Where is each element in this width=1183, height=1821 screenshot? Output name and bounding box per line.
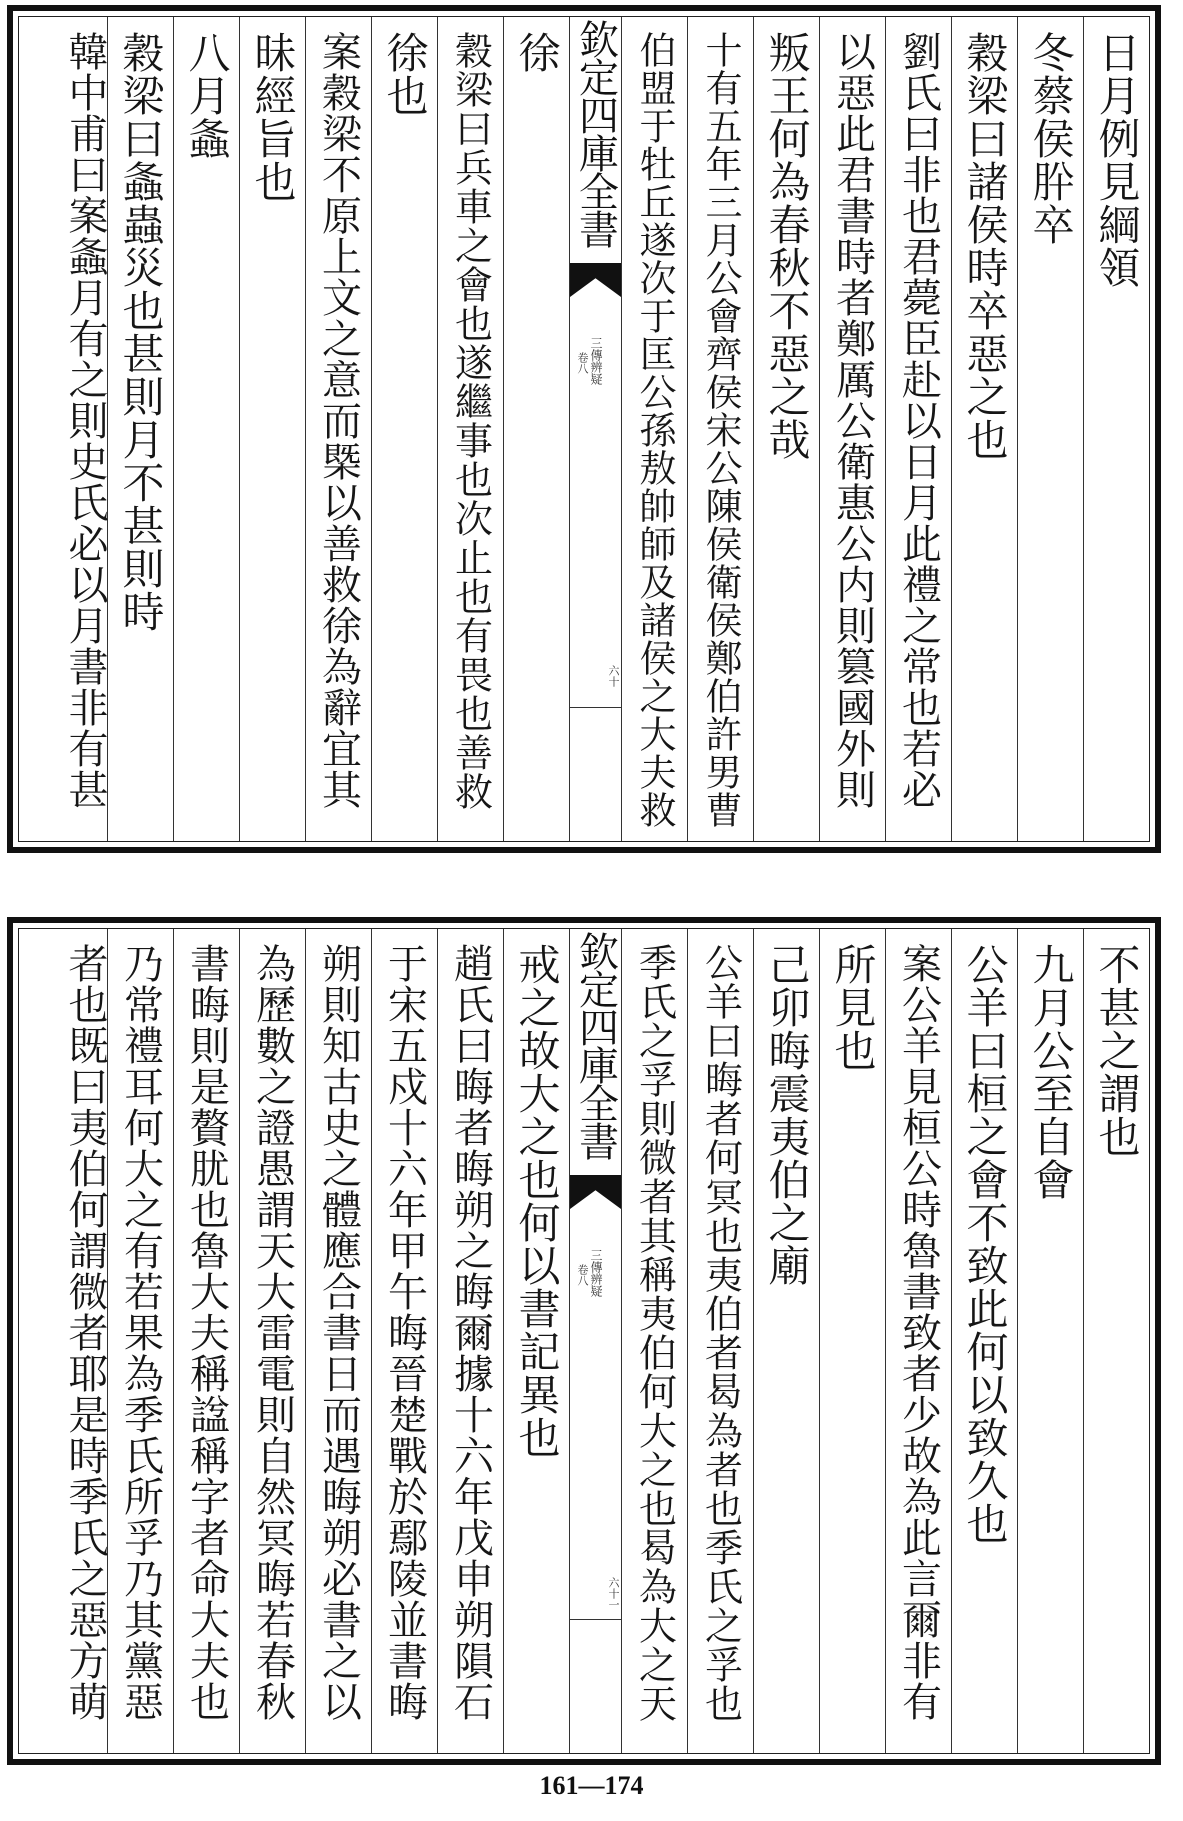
banner-leaf-number: 六十: [607, 665, 620, 687]
top-column-text: 穀梁曰兵車之會也遂繼事也次止也有畏也善救: [448, 31, 493, 811]
top-column-text: 徐: [512, 31, 562, 74]
banner-rule: [570, 1619, 621, 1620]
banner-rule: [570, 707, 621, 708]
top-column-text: 十有五年三月公會齊侯宋公陳侯衛侯鄭伯許男曹: [699, 31, 742, 829]
top-column: [753, 17, 819, 841]
top-column-text: 穀梁曰螽蟲災也甚則月不甚則時: [116, 31, 166, 633]
top-page-body: [18, 16, 1150, 842]
banner-book-title: 三傳辨疑: [589, 1249, 603, 1297]
top-column-text: 韓中甫曰案螽月有之則史氏必以月書非有甚: [62, 31, 108, 810]
top-column-text: 以惡此君書時者鄭厲公衛惠公内則篡國外則: [829, 31, 876, 810]
top-column-text: 穀梁曰諸侯時卒惡之也: [960, 31, 1010, 461]
bottom-column: [621, 929, 687, 1753]
bottom-page-body: [18, 928, 1150, 1754]
top-column: [173, 17, 239, 841]
bottom-column-text: 所見也: [828, 943, 878, 1072]
top-column: [437, 17, 503, 841]
banner-book-title: 三傳辨疑: [589, 337, 603, 385]
bottom-column-text: 于宋五戍十六年甲午晦晉楚戰於鄢陵並書晦: [381, 943, 428, 1722]
bottom-column-text: 季氏之孚則微者其稱夷伯何大之也曷為大之天: [632, 943, 677, 1723]
top-column: [1083, 17, 1149, 841]
top-column-text: 日月例見綱領: [1092, 31, 1142, 289]
bottom-column-text: 公羊曰晦者何冥也夷伯者曷為者也季氏之孚也: [698, 943, 743, 1723]
top-column-text: 徐也: [380, 31, 430, 117]
banner-title: 欽定四庫全書: [572, 19, 619, 247]
bottom-column-text: 乃常禮耳何大之有若果為季氏所孚乃其黨惡: [117, 943, 164, 1722]
top-column: [503, 17, 569, 841]
page-center-banner: [569, 17, 621, 841]
bottom-column: [305, 929, 371, 1753]
bottom-column-text: 己卯晦震夷伯之廟: [762, 943, 812, 1287]
bottom-column-text: 戒之故大之也何以書記異也: [512, 943, 562, 1459]
bottom-column: [371, 929, 437, 1753]
top-column: [951, 17, 1017, 841]
banner-volume: 卷八: [576, 352, 589, 374]
bottom-column: [41, 929, 129, 1753]
top-column: [885, 17, 951, 841]
bottom-column: [1017, 929, 1083, 1753]
top-column: [621, 17, 687, 841]
top-page: [7, 5, 1161, 853]
top-column: [239, 17, 305, 841]
top-column-text: 案穀梁不原上文之意而槩以善救徐為辭宜其: [315, 31, 362, 810]
bottom-column-text: 朔則知古史之體應合書日而遇晦朔必書之以: [315, 943, 362, 1722]
bottom-column-text: 趙氏曰晦者晦朔之晦爾據十六年戊申朔隕石: [447, 943, 494, 1722]
fishtail-mark: [570, 1175, 621, 1209]
bottom-column: [1083, 929, 1149, 1753]
bottom-column-text: 為歷數之證愚謂天大雷電則自然冥晦若春秋: [249, 943, 296, 1722]
top-column-text: 伯盟于牡丘遂次于匡公孫敖帥師及諸侯之大夫救: [633, 31, 676, 829]
top-column-text: 冬蔡侯肸卒: [1026, 31, 1076, 246]
bottom-column: [437, 929, 503, 1753]
bottom-column: [885, 929, 951, 1753]
bottom-column-text: 不甚之謂也: [1092, 943, 1142, 1158]
bottom-column: [503, 929, 569, 1753]
banner-title: 欽定四庫全書: [572, 931, 619, 1159]
bottom-column-text: 者也既曰夷伯何謂微者耶是時季氏之惡方萌: [62, 943, 108, 1722]
top-column: [371, 17, 437, 841]
bottom-column-text: 案公羊見桓公時魯書致者少故為此言爾非有: [895, 943, 942, 1722]
bottom-column: [687, 929, 753, 1753]
bottom-column: [753, 929, 819, 1753]
top-column: [305, 17, 371, 841]
top-column-text: 劉氏曰非也君薨臣赴以日月此禮之常也若必: [895, 31, 942, 810]
top-column: [687, 17, 753, 841]
top-column-text: 叛王何為春秋不惡之哉: [762, 31, 812, 461]
top-column: [1017, 17, 1083, 841]
top-column-text: 昧經旨也: [248, 31, 298, 203]
banner-leaf-number: 六十一: [607, 1577, 620, 1610]
bottom-column-text: 書晦則是贅肬也魯大夫稱諡稱字者命大夫也: [183, 943, 230, 1722]
page-center-banner: [569, 929, 621, 1753]
bottom-column: [819, 929, 885, 1753]
bottom-column: [239, 929, 305, 1753]
bottom-page: [7, 917, 1161, 1765]
top-column-text: 八月螽: [182, 31, 232, 160]
bottom-column: [951, 929, 1017, 1753]
bottom-column-text: 九月公至自會: [1026, 943, 1076, 1201]
top-column: [41, 17, 129, 841]
bottom-column: [173, 929, 239, 1753]
top-column: [819, 17, 885, 841]
fishtail-mark: [570, 263, 621, 297]
page-number: 161—174: [539, 1771, 644, 1800]
bottom-column-text: 公羊曰桓之會不致此何以致久也: [960, 943, 1010, 1545]
banner-volume: 卷八: [576, 1264, 589, 1286]
